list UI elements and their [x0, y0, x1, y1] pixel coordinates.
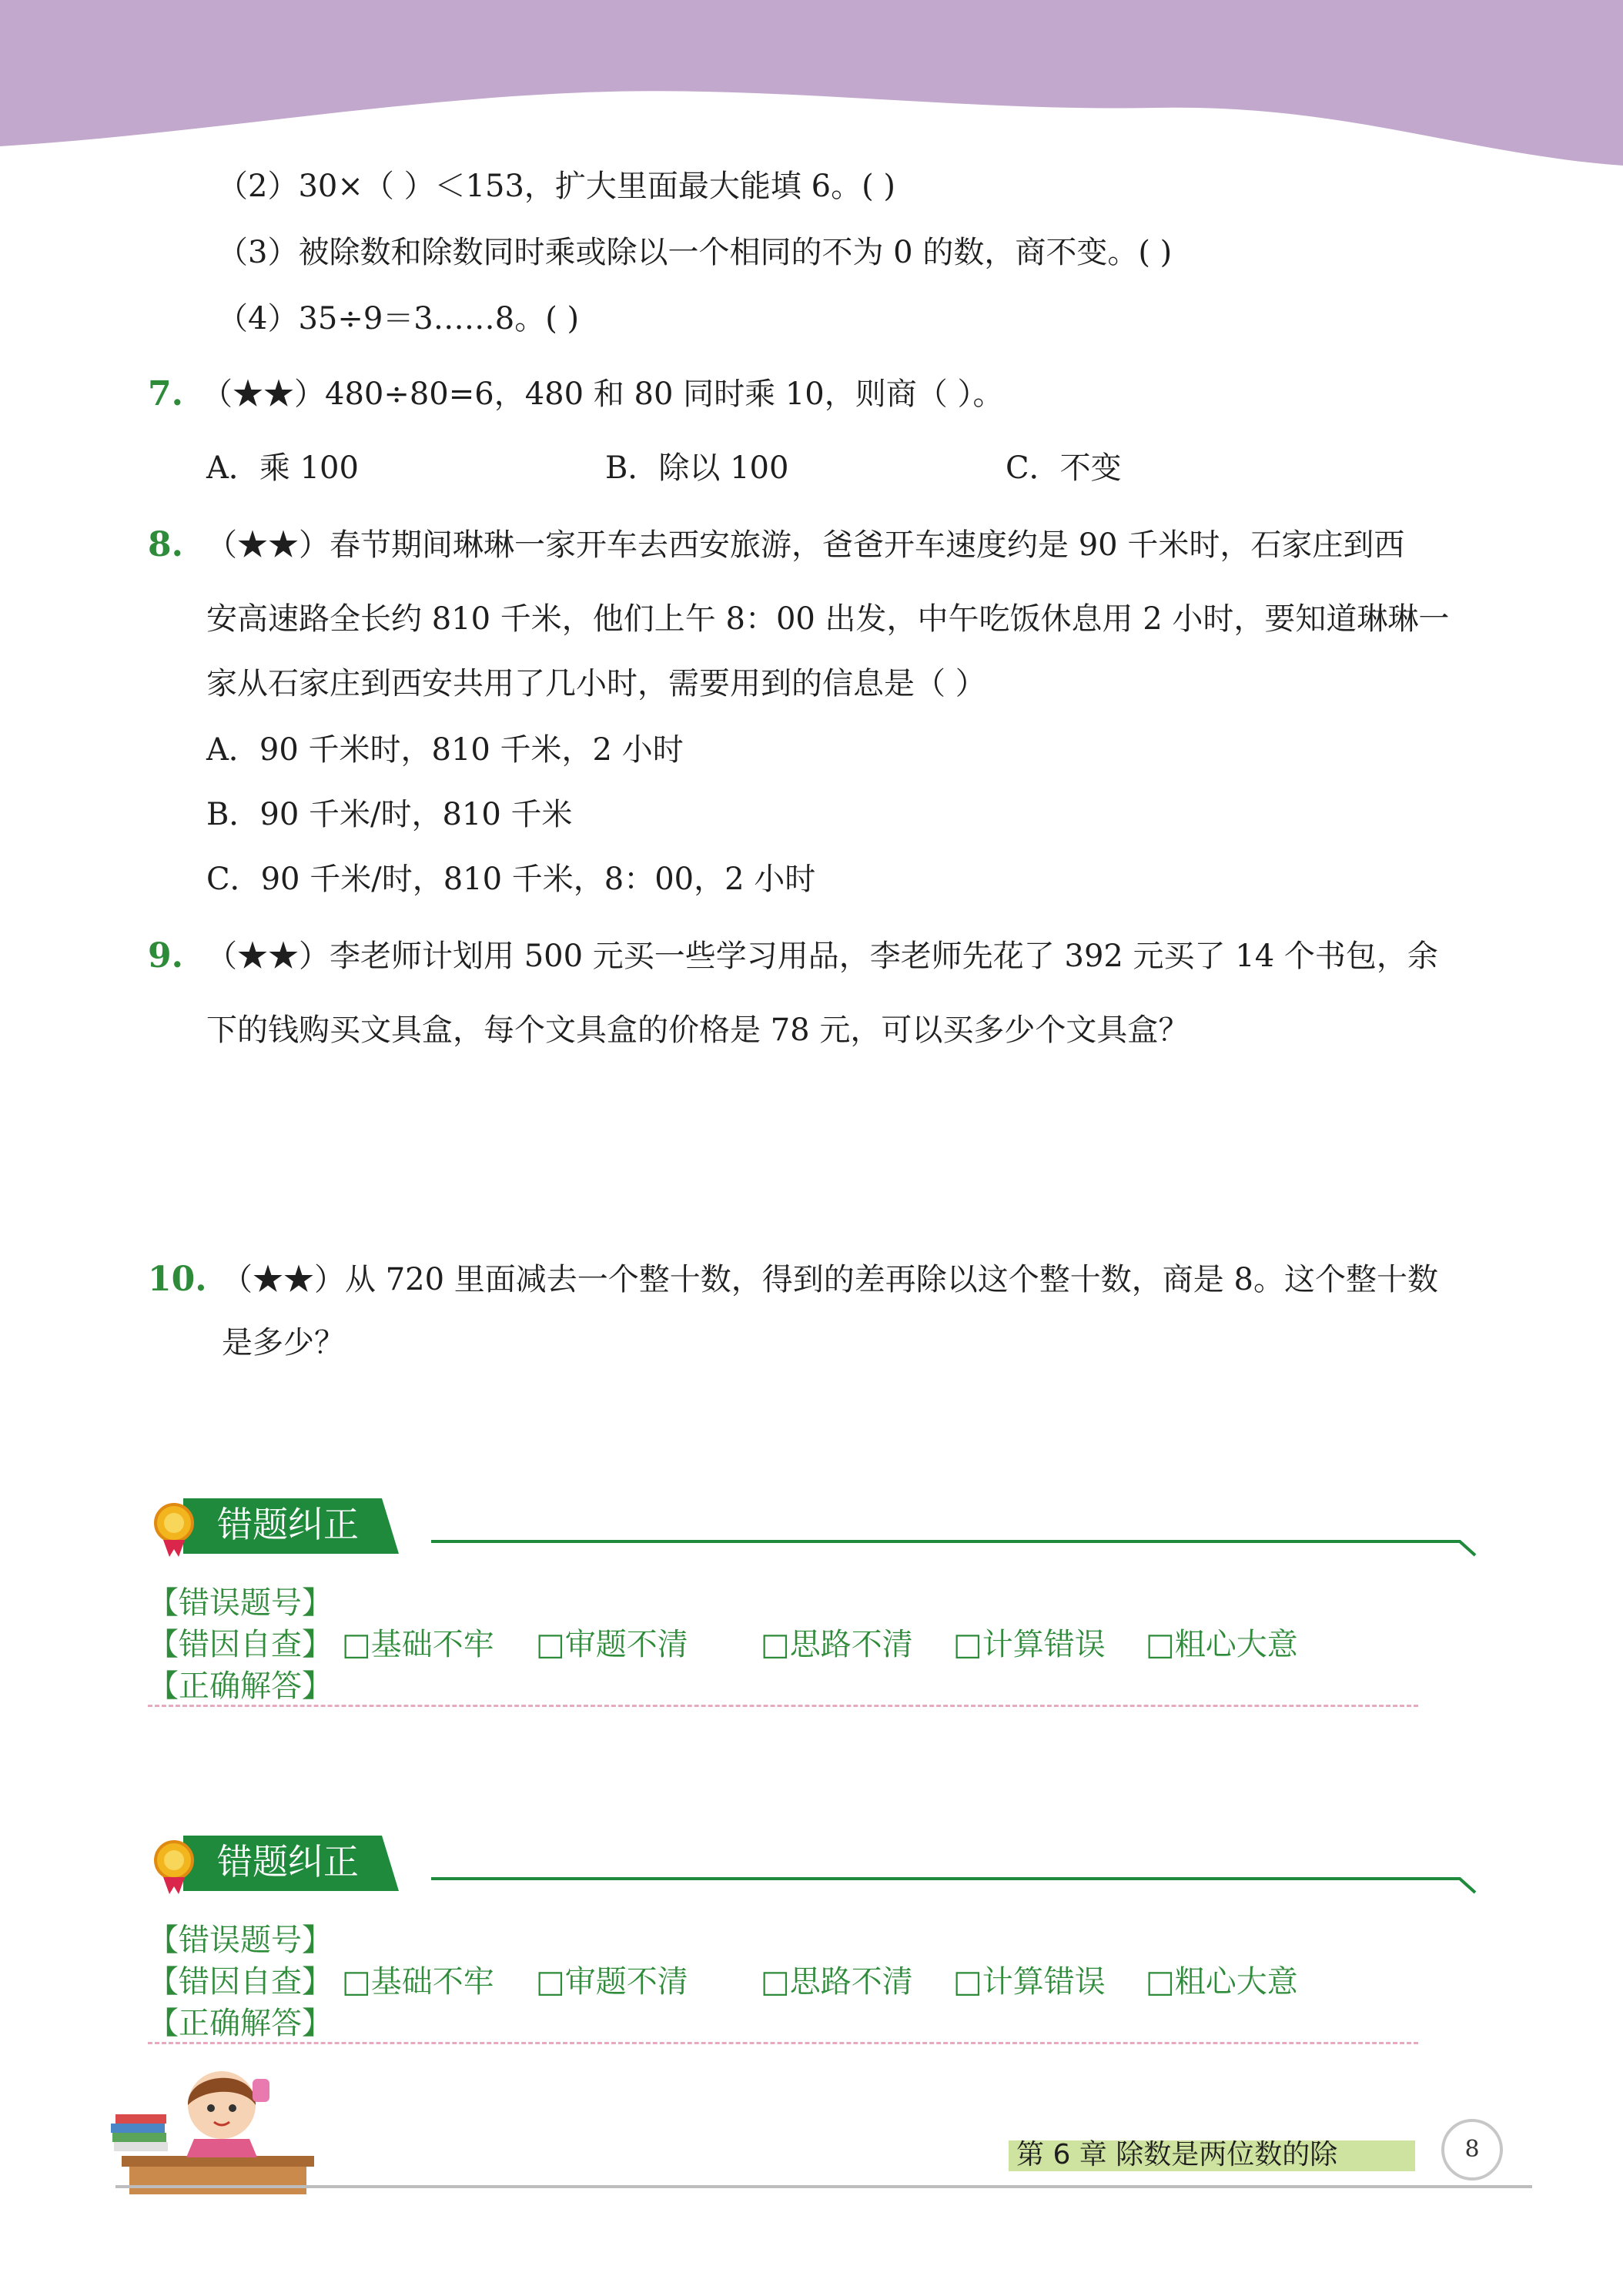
cause-option-calculation-error[interactable]: □计算错误: [953, 1964, 1106, 2000]
question-number-9: 9.: [148, 936, 183, 976]
dashed-divider: [148, 1705, 1418, 1707]
question-8-line-3: 家从石家庄到西安共用了几小时，需要用到的信息是（ ）: [206, 666, 986, 701]
question-7-text: （★★）480÷80=6，480 和 80 同时乘 10，则商（ ）。: [202, 377, 1004, 412]
error-cause-label: 【错因自查】: [148, 1964, 333, 2000]
error-number-label: 【错误题号】: [148, 1585, 333, 1621]
cause-option-unclear-thinking[interactable]: □思路不清: [761, 1627, 913, 1662]
chapter-title: 第 6 章 除数是两位数的除: [1016, 2139, 1338, 2170]
cause-option-misread-question[interactable]: □审题不清: [536, 1964, 688, 2000]
student-mascot-illustration: [106, 2048, 322, 2202]
cause-option-calculation-error[interactable]: □计算错误: [953, 1627, 1106, 1662]
error-correction-title: 错题纠正: [217, 1504, 359, 1545]
dashed-divider: [148, 2042, 1418, 2044]
question-9-line-1: （★★）李老师计划用 500 元买一些学习用品，李老师先花了 392 元买了 14 个书包，余: [206, 939, 1438, 974]
correct-answer-label: 【正确解答】: [148, 1668, 333, 1704]
correct-answer-label: 【正确解答】: [148, 2006, 333, 2041]
error-correction-section-1: [0, 1495, 1623, 1749]
question-8-line-2: 安高速路全长约 810 千米，他们上午 8：00 出发，中午吃饭休息用 2 小时，要知道琳琳一: [206, 601, 1450, 637]
q7-option-a: A．乘 100: [206, 450, 359, 486]
question-number-10: 10.: [148, 1260, 207, 1299]
q6-item-3: （3）被除数和除数同时乘或除以一个相同的不为 0 的数，商不变。( ): [217, 235, 1173, 270]
question-9-line-2: 下的钱购买文具盒，每个文具盒的价格是 78 元，可以买多少个文具盒？: [206, 1012, 1190, 1048]
cause-option-misread-question[interactable]: □审题不清: [536, 1627, 688, 1662]
error-cause-label: 【错因自查】: [148, 1627, 333, 1662]
cause-option-weak-foundation[interactable]: □基础不牢: [342, 1627, 494, 1662]
question-8-line-1: （★★）春节期间琳琳一家开车去西安旅游，爸爸开车速度约是 90 千米时，石家庄到西: [206, 527, 1405, 563]
top-banner: [0, 0, 1623, 177]
error-correction-title: 错题纠正: [217, 1841, 359, 1883]
q8-option-a: A．90 千米时，810 千米，2 小时: [206, 732, 684, 768]
question-number-8: 8.: [148, 525, 183, 564]
title-underline: [431, 1518, 1478, 1557]
error-number-label: 【错误题号】: [148, 1923, 333, 1958]
q8-option-c: C．90 千米/时，810 千米，8：00，2 小时: [206, 862, 816, 897]
question-10-line-1: （★★）从 720 里面减去一个整十数，得到的差再除以这个整十数，商是 8。这个整十数: [222, 1262, 1438, 1297]
q7-option-b: B．除以 100: [605, 450, 789, 486]
cause-option-unclear-thinking[interactable]: □思路不清: [761, 1964, 913, 2000]
q7-option-c: C．不变: [1006, 450, 1122, 486]
question-10-line-2: 是多少？: [222, 1325, 345, 1361]
cause-option-weak-foundation[interactable]: □基础不牢: [342, 1964, 494, 2000]
q6-item-4: （4）35÷9＝3……8。( ): [217, 301, 580, 336]
footer-rule: [115, 2185, 1532, 2188]
cause-option-careless[interactable]: □粗心大意: [1146, 1964, 1298, 2000]
page-number: 8: [1441, 2119, 1503, 2181]
q8-option-b: B．90 千米/时，810 千米: [206, 797, 573, 832]
question-number-7: 7.: [148, 374, 183, 413]
q6-item-2: （2）30×（ ）＜153，扩大里面最大能填 6。( ): [217, 169, 896, 204]
title-underline: [431, 1856, 1478, 1894]
cause-option-careless[interactable]: □粗心大意: [1146, 1627, 1298, 1662]
